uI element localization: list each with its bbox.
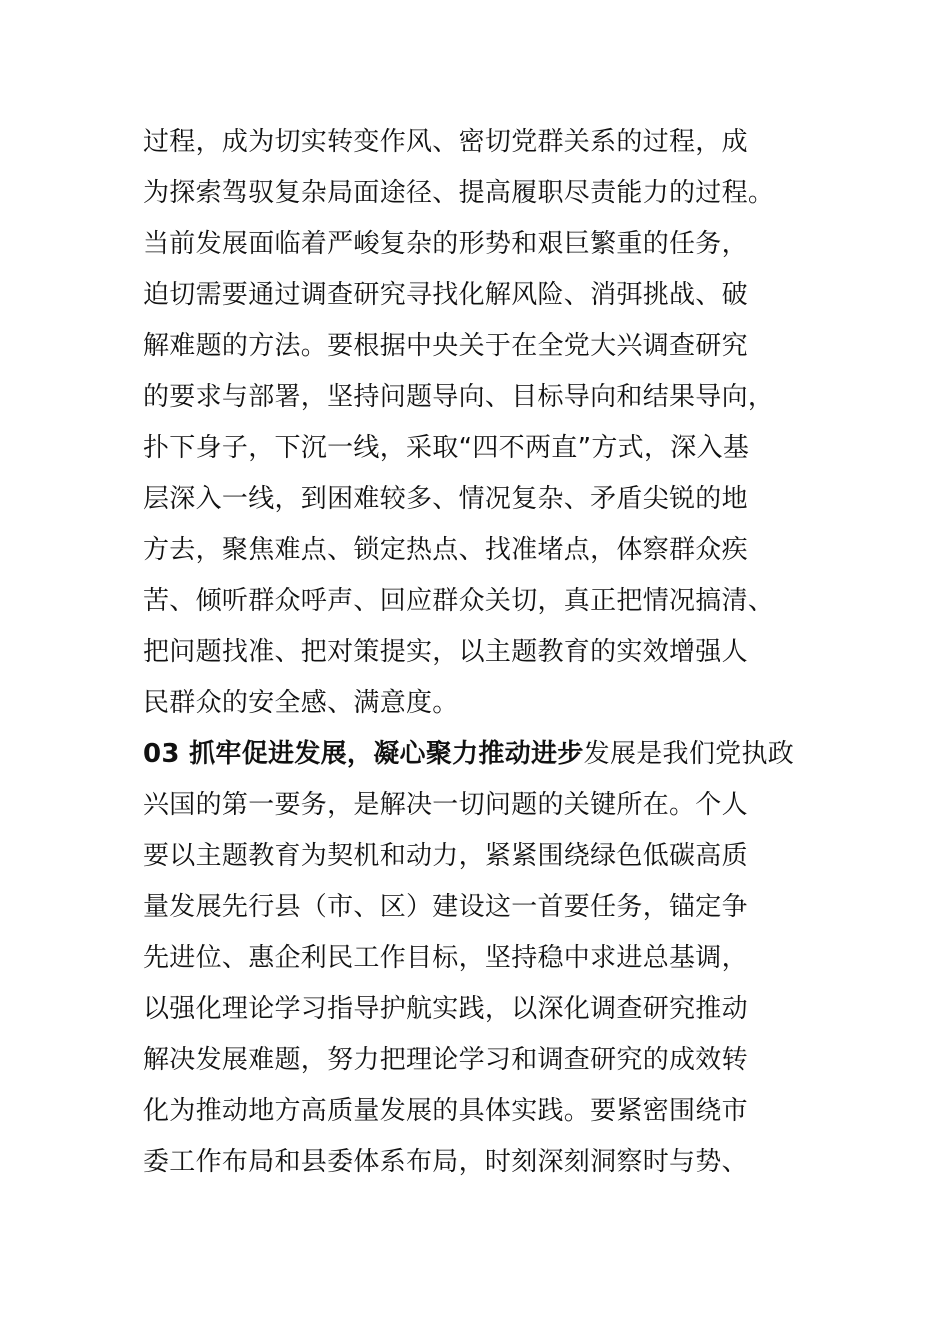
text-line: 为探索驾驭复杂局面途径、提高履职尽责能力的过程。 — [143, 178, 775, 208]
text-line: 解难题的方法。要根据中央关于在全党大兴调查研究 — [143, 331, 748, 361]
text-line: 迫切需要通过调查研究寻找化解风险、消弭挑战、破 — [143, 280, 748, 310]
section-heading-line — [143, 729, 843, 780]
section-heading: 03 抓牢促进发展，凝心聚力推动进步 — [143, 739, 584, 769]
text-line: 当前发展面临着严峻复杂的形势和艰巨繁重的任务， — [143, 229, 748, 259]
body-text — [143, 117, 843, 1188]
text-line: 化为推动地方高质量发展的具体实践。要紧密围绕市 — [143, 1096, 748, 1126]
text-line: 兴国的第一要务，是解决一切问题的关键所在。个人 — [143, 790, 748, 820]
text-line: 把问题找准、把对策提实，以主题教育的实效增强人 — [143, 637, 748, 667]
text-line: 委工作布局和县委体系布局，时刻深刻洞察时与势、 — [143, 1147, 748, 1177]
text-line: 先进位、惠企利民工作目标，坚持稳中求进总基调， — [143, 943, 748, 973]
text-line: 扑下身子，下沉一线，采取“四不两直”方式，深入基 — [143, 433, 750, 463]
text-line: 过程，成为切实转变作风、密切党群关系的过程，成 — [143, 127, 748, 157]
text-line: 的要求与部署，坚持问题导向、目标导向和结果导向， — [143, 382, 775, 412]
text-line: 方去，聚焦难点、锁定热点、找准堵点，体察群众疾 — [143, 535, 748, 565]
text-line: 苦、倾听群众呼声、回应群众关切，真正把情况搞清、 — [143, 586, 775, 616]
text-line: 层深入一线，到困难较多、情况复杂、矛盾尖锐的地 — [143, 484, 748, 514]
text-line: 要以主题教育为契机和动力，紧紧围绕绿色低碳高质 — [143, 841, 748, 871]
section-heading-continuation: 发展是我们党执政 — [583, 739, 795, 769]
text-line: 民群众的安全感、满意度。 — [143, 688, 459, 718]
text-line: 以强化理论学习指导护航实践，以深化调查研究推动 — [143, 994, 748, 1024]
text-line: 量发展先行县（市、区）建设这一首要任务，锚定争 — [143, 892, 748, 922]
text-line: 解决发展难题，努力把理论学习和调查研究的成效转 — [143, 1045, 748, 1075]
